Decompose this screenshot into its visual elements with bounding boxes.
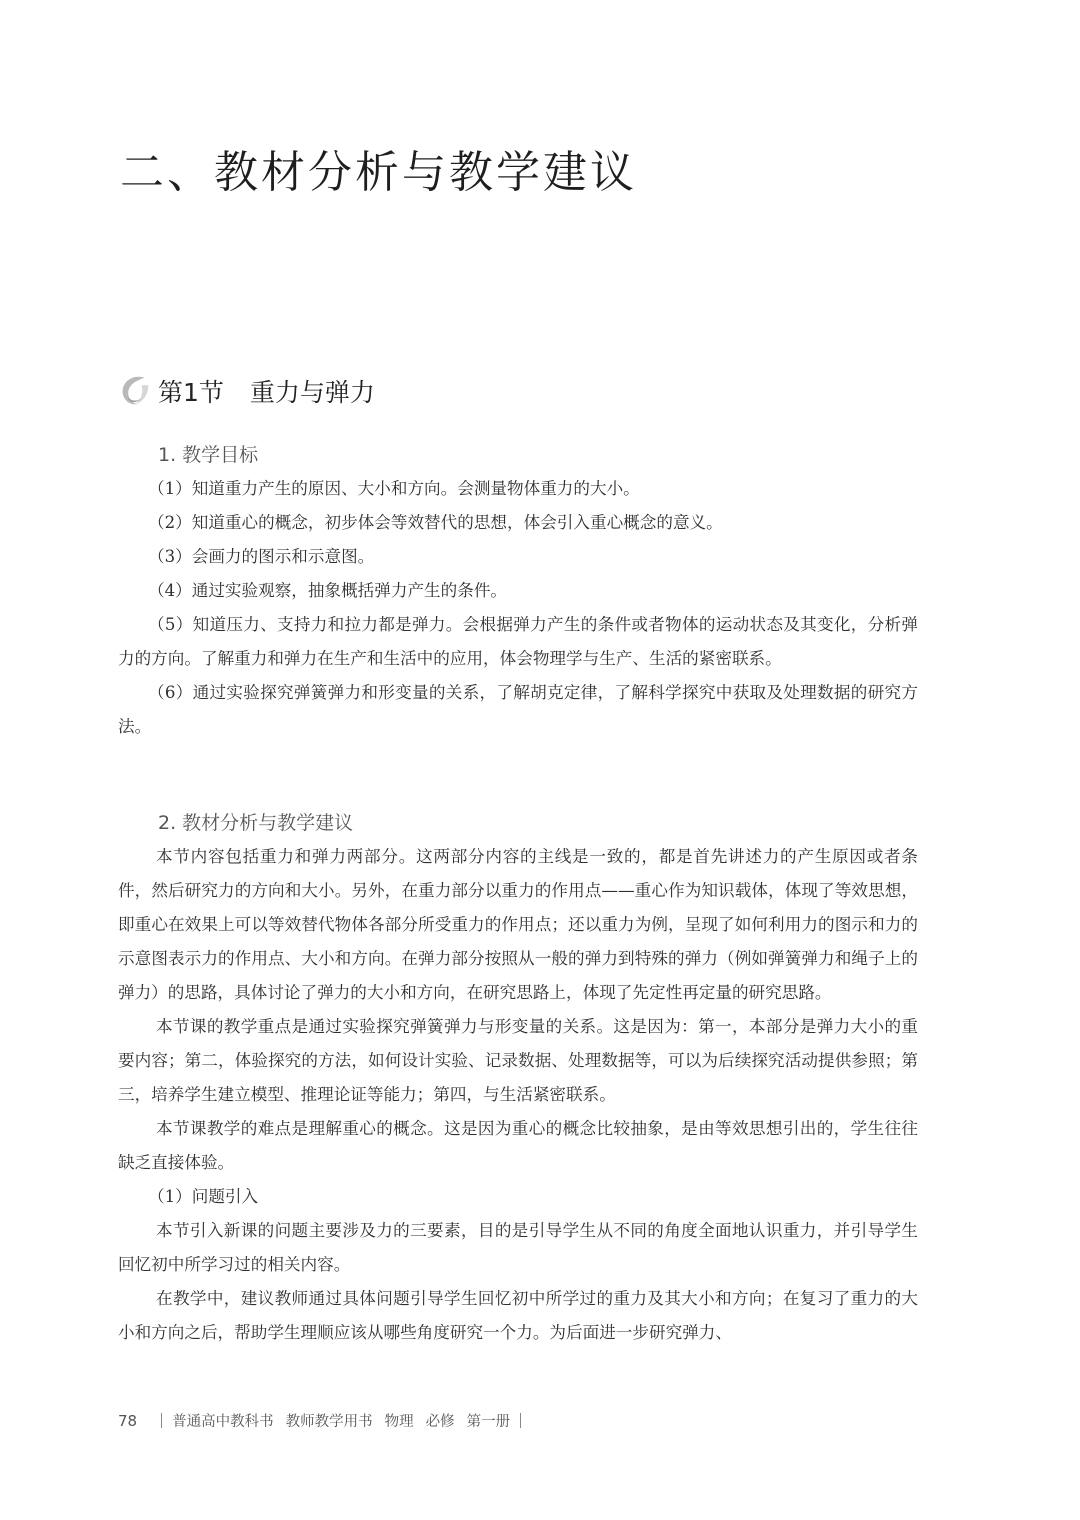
page-number: 78 xyxy=(118,1411,138,1430)
objective-item: （4）通过实验观察，抽象概括弹力产生的条件。 xyxy=(148,581,508,600)
analysis-section xyxy=(118,806,918,1350)
objective-item: （1）知道重力产生的原因、大小和方向。会测量物体重力的大小。 xyxy=(148,479,640,498)
objectives-heading: 1. 教学目标 xyxy=(158,444,259,466)
objective-item: （2）知道重心的概念，初步体会等效替代的思想，体会引入重心概念的意义。 xyxy=(148,513,723,532)
analysis-heading: 2. 教材分析与教学建议 xyxy=(158,812,354,834)
analysis-paragraph: 本节课教学的难点是理解重心的概念。这是因为重心的概念比较抽象，是由等效思想引出的，学生往往缺乏直接体验。 xyxy=(118,1119,918,1172)
analysis-subheading: （1）问题引入 xyxy=(148,1187,259,1206)
swirl-mark-icon xyxy=(116,372,154,410)
analysis-paragraph: 本节内容包括重力和弹力两部分。这两部分内容的主线是一致的，都是首先讲述力的产生原因或者条件，然后研究力的方向和大小。另外，在重力部分以重力的作用点——重心作为知识载体，体现了等效思想，即重心在效果上可以等效替代物体各部分所受重力的作用点；还以重力为例，呈现了如何利用力的图示和力的示意图表示力的作用点、大小和方向。在弹力部分按照从一般的弹力到特殊的弹力（例如弹簧弹力和绳子上的弹力）的思路，具体讨论了弹力的大小和方向，在研究思路上，体现了先定性再定量的研究思路。 xyxy=(118,847,918,1002)
objective-item: （3）会画力的图示和示意图。 xyxy=(148,547,375,566)
footer-subject: 物理 xyxy=(384,1414,414,1430)
footer-course: 必修 xyxy=(425,1414,455,1430)
footer-book: 普通高中教科书 xyxy=(172,1414,274,1430)
analysis-paragraph: 在教学中，建议教师通过具体问题引导学生回忆初中所学过的重力及其大小和方向；在复习了重力的大小和方向之后，帮助学生理顺应该从哪些角度研究一个力。为后面进一步研究弹力、 xyxy=(118,1289,918,1342)
objective-item: （5）知道压力、支持力和拉力都是弹力。会根据弹力产生的条件或者物体的运动状态及其变化，分析弹力的方向。了解重力和弹力在生产和生活中的应用，体会物理学与生产、生活的紧密联系。 xyxy=(118,615,918,668)
page-footer xyxy=(118,1410,531,1431)
section-title: 重力与弹力 xyxy=(249,378,375,407)
section-number: 第1节 xyxy=(158,378,224,407)
objective-item: （6）通过实验探究弹簧弹力和形变量的关系，了解胡克定律，了解科学探究中获取及处理数据的研究方法。 xyxy=(118,683,918,736)
chapter-title: 二、教材分析与教学建议 xyxy=(120,147,637,198)
footer-book-type: 教师教学用书 xyxy=(285,1414,373,1430)
analysis-paragraph: 本节课的教学重点是通过实验探究弹簧弹力与形变量的关系。这是因为：第一，本部分是弹力大小的重要内容；第二，体验探究的方法，如何设计实验、记录数据、处理数据等，可以为后续探究活动提供参照；第三，培养学生建立模型、推理论证等能力；第四，与生活紧密联系。 xyxy=(118,1017,918,1104)
section-heading xyxy=(116,372,375,410)
footer-divider xyxy=(161,1413,162,1428)
teaching-objectives xyxy=(118,438,918,744)
footer-divider xyxy=(520,1413,521,1428)
analysis-paragraph: 本节引入新课的问题主要涉及力的三要素，目的是引导学生从不同的角度全面地认识重力，并引导学生回忆初中所学习过的相关内容。 xyxy=(118,1221,918,1274)
footer-volume: 第一册 xyxy=(466,1414,511,1430)
